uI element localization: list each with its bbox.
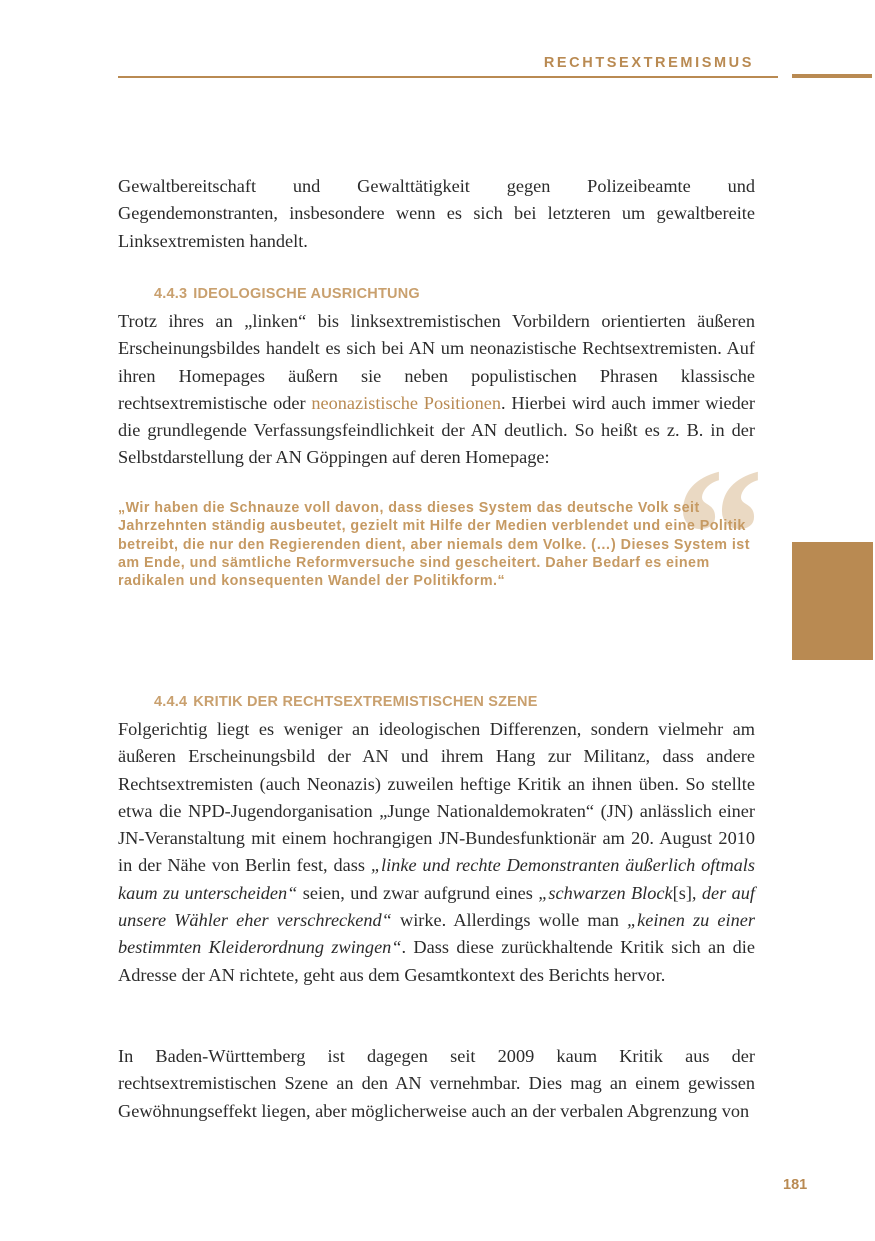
quoted-phrase: „schwarzen Block <box>538 882 673 903</box>
paragraph-text: Folgerichtig liegt es weniger an ideologischen Differenzen, sondern vielmehr am äußeren Erscheinungsbild der AN und ihrem Hang zur Militanz, dass andere Rechtsextremisten (auch Neonazis) zuweilen heftige Kritik an ihnen üben. So stellte etwa die NPD-Jugendorganisation „Junge Nationaldemokraten“ (JN) anlässlich einer JN-Veranstaltung mit einem hochrangigen JN-Bundesfunktionär am 20. August 2010 in der Nähe von Berlin fest, dass <box>118 719 755 876</box>
paragraph-text: . Hierbei wird auch immer wieder die grundlegende Verfassungsfeindlichkeit der AN deutlich. So heißt es z. B. in der Selbstdarstellung der AN Göppingen auf deren Homepage: <box>118 392 755 468</box>
bracket-insertion: [s] <box>672 882 692 903</box>
neonazi-positions-link[interactable]: neonazistische Positionen <box>311 392 501 413</box>
section-title: IDEOLOGISCHE AUSRICHTUNG <box>193 286 420 302</box>
page-number: 181 <box>783 1177 808 1193</box>
header-tab-marker <box>792 74 872 78</box>
section-heading-4-4-4 <box>154 694 538 710</box>
paragraph-text: Trotz ihres an „linken“ bis linksextremistischen Vorbildern orientierten äußeren Erscheinungsbildes handelt es sich bei AN um neonazistische Rechtsextremisten. Auf ihren Homepages äußern sie neben populistischen Phrasen klassische rechtsextremistische oder <box>118 311 755 413</box>
paragraph-baden-wuerttemberg: In Baden-Württemberg ist dagegen seit 2009 kaum Kritik aus der rechtsextremistischen Szene an den AN vernehmbar. Dies mag an einem gewissen Gewöhnungseffekt liegen, aber möglicherweise auch an der verbalen Abgrenzung von <box>118 1046 755 1121</box>
paragraph-intro: Gewaltbereitschaft und Gewalttätigkeit gegen Polizeibeamte und Gegendemonstranten, insbesondere wenn es sich bei letzteren um gewaltbereite Linksextremisten handelt. <box>118 176 755 251</box>
quoted-phrase: „linke und rechte Demonstranten äußerlich oftmals kaum zu unterscheiden“ <box>118 855 755 903</box>
section-heading-4-4-3 <box>154 286 420 302</box>
section-number: 4.4.3 <box>154 286 188 302</box>
paragraph-text: seien, und zwar aufgrund eines <box>297 882 539 903</box>
paragraph-ideology <box>118 308 755 472</box>
quoted-phrase: „keinen zu einer bestimmten Kleiderordnung zwingen“ <box>118 910 755 958</box>
section-title: KRITIK DER RECHTSEXTREMISTISCHEN SZENE <box>193 694 538 710</box>
section-number: 4.4.4 <box>154 694 188 710</box>
header-rule <box>118 76 778 78</box>
paragraph-text: wirke. Allerdings wolle man <box>391 910 628 931</box>
chapter-thumb-tab <box>792 542 873 660</box>
block-quote: „Wir haben die Schnauze voll davon, dass dieses System das deutsche Volk seit Jahrzehnten ständig ausbeutet, gezielt mit Hilfe der Medien verblendet und eine Politik betreibt, die nur den Regierenden dient, aber niemals dem Volke. (…) Dieses System ist am Ende, und sämtliche Reformversuche sind gescheitert. Daher Bedarf es einem radikalen und konsequenten Wandel der Politikform.“ <box>118 500 750 590</box>
paragraph-text: . Dass diese zurückhaltende Kritik sich an die Adresse der AN richtete, geht aus dem Gesamtkontext des Berichts hervor. <box>118 937 755 985</box>
running-header: RECHTSEXTREMISMUS <box>543 55 754 71</box>
quote-mark-icon: “ <box>665 430 760 640</box>
quoted-phrase: , der auf unsere Wähler eher verschreckend“ <box>118 882 755 931</box>
paragraph-criticism <box>118 716 755 989</box>
